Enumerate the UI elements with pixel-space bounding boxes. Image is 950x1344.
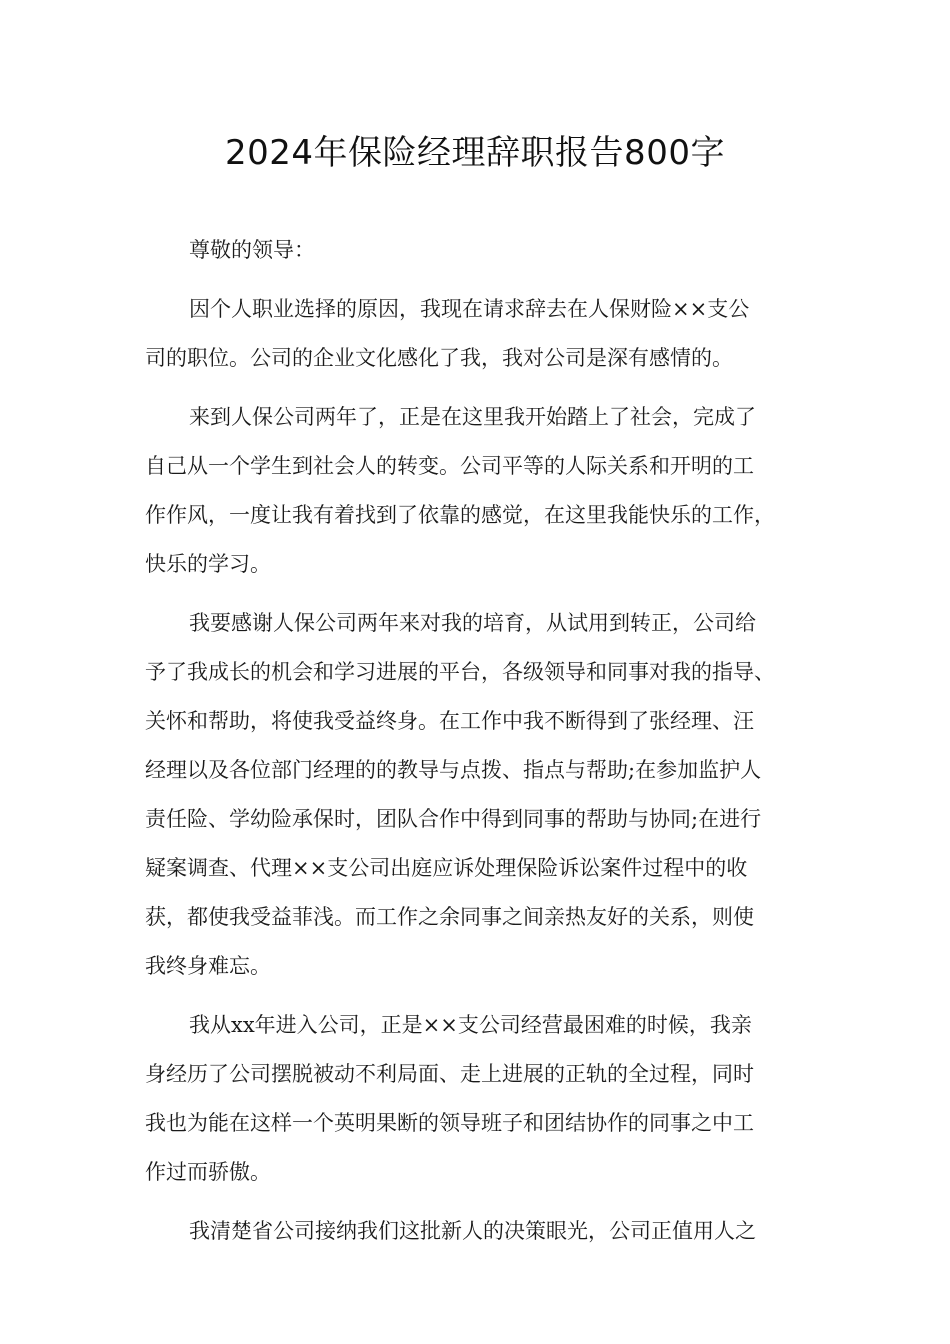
paragraph-line: 我从xx年进入公司，正是××支公司经营最困难的时候，我亲 [189, 1013, 752, 1037]
paragraph-line: 我终身难忘。 [145, 954, 271, 978]
paragraph-line: 司的职位。公司的企业文化感化了我，我对公司是深有感情的。 [145, 346, 733, 370]
paragraph-5 [145, 1207, 825, 1256]
paragraph-line: 责任险、学幼险承保时，团队合作中得到同事的帮助与协同;在进行 [145, 807, 762, 831]
paragraph-line: 经理以及各位部门经理的的教导与点拨、指点与帮助;在参加监护人 [145, 758, 762, 782]
paragraph-line: 我清楚省公司接纳我们这批新人的决策眼光，公司正值用人之 [189, 1219, 756, 1243]
paragraph-line: 作过而骄傲。 [145, 1160, 271, 1184]
paragraph-line: 予了我成长的机会和学习进展的平台，各级领导和同事对我的指导、 [145, 660, 775, 684]
paragraph-line: 来到人保公司两年了，正是在这里我开始踏上了社会，完成了 [189, 405, 756, 429]
paragraph-line: 因个人职业选择的原因，我现在请求辞去在人保财险××支公 [189, 297, 750, 321]
paragraph-4 [145, 1001, 825, 1197]
paragraph-line: 关怀和帮助，将使我受益终身。在工作中我不断得到了张经理、汪 [145, 709, 754, 733]
document-body [145, 226, 825, 1256]
paragraph-line: 获，都使我受益菲浅。而工作之余同事之间亲热友好的关系，则使 [145, 905, 754, 929]
paragraph-2 [145, 393, 825, 589]
paragraph-line: 自己从一个学生到社会人的转变。公司平等的人际关系和开明的工 [145, 454, 754, 478]
paragraph-3 [145, 599, 825, 991]
paragraph-line: 疑案调查、代理××支公司出庭应诉处理保险诉讼案件过程中的收 [145, 856, 748, 880]
paragraph-line: 作作风，一度让我有着找到了依靠的感觉，在这里我能快乐的工作， [145, 503, 775, 527]
paragraph-line: 快乐的学习。 [145, 552, 271, 576]
paragraph-line: 我要感谢人保公司两年来对我的培育，从试用到转正，公司给 [189, 611, 756, 635]
paragraph-1 [145, 285, 825, 383]
salutation: 尊敬的领导： [189, 238, 315, 262]
document-title: 2024年保险经理辞职报告800字 [225, 133, 725, 173]
paragraph-line: 我也为能在这样一个英明果断的领导班子和团结协作的同事之中工 [145, 1111, 754, 1135]
paragraph-line: 身经历了公司摆脱被动不利局面、走上进展的正轨的全过程，同时 [145, 1062, 754, 1086]
